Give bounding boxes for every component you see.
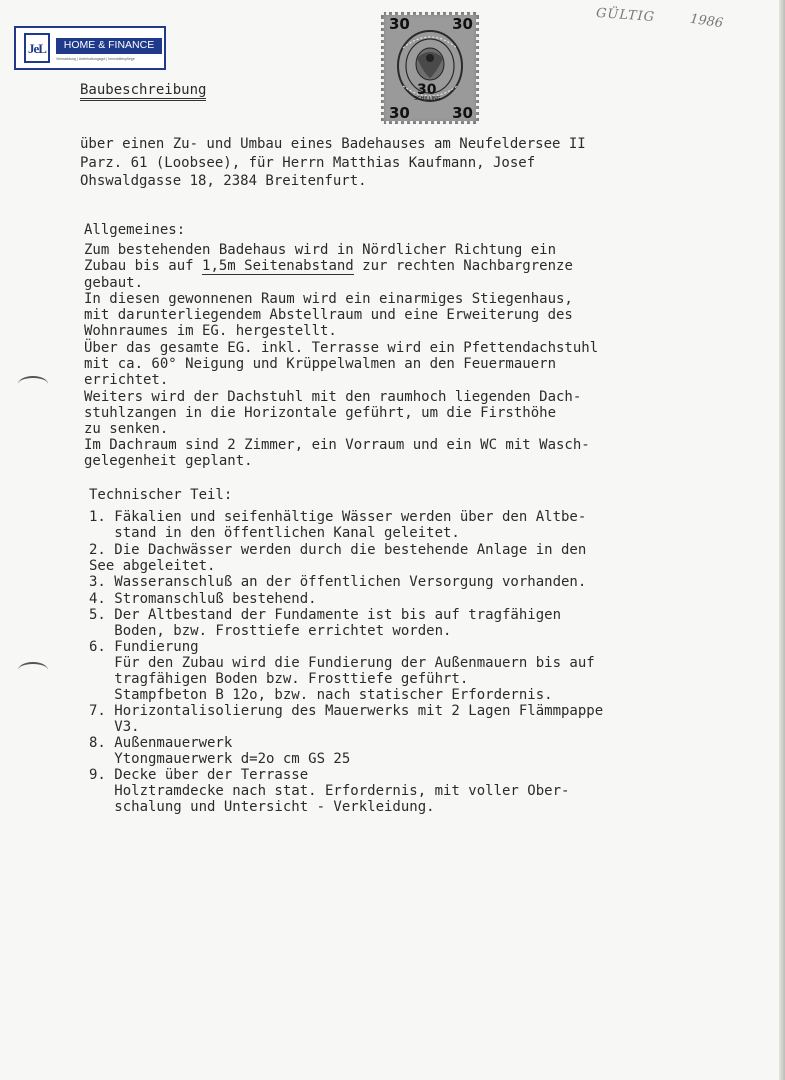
general-line: zu senken.: [84, 421, 169, 437]
handwritten-validity-note: GÜLTIG: [595, 5, 656, 26]
technical-line: 2. Die Dachwässer werden durch die bestehende Anlage in den: [89, 542, 587, 558]
technical-line: Holztramdecke nach stat. Erfordernis, mit voller Ober-: [89, 783, 570, 799]
intro-line: Ohswaldgasse 18, 2384 Breitenfurt.: [80, 173, 367, 189]
general-line: Wohnraumes im EG. hergestellt.: [84, 323, 337, 339]
technical-line: 9. Decke über der Terrasse: [89, 767, 309, 783]
general-line: In diesen gewonnenen Raum wird ein einarmiges Stiegenhaus,: [84, 291, 573, 307]
general-line: stuhlzangen in die Horizontale geführt, um die Firsthöhe: [84, 405, 557, 421]
technical-line: 6. Fundierung: [89, 639, 199, 655]
logo-subtitle: Vermarktung | Unterhaltungsgut | Immobilienpflege: [56, 57, 135, 61]
general-line: mit darunterliegendem Abstellraum und eine Erweiterung des: [84, 307, 573, 323]
technical-line: 3. Wasseranschluß an der öffentlichen Versorgung vorhanden.: [89, 574, 587, 590]
technical-line: stand in den öffentlichen Kanal geleitet.: [89, 525, 460, 541]
technical-line: 1. Fäkalien und seifenhältige Wässer werden über den Altbe-: [89, 509, 587, 525]
intro-line: über einen Zu- und Umbau eines Badehauses am Neufeldersee II: [80, 136, 586, 152]
technical-line: tragfähigen Boden bzw. Frosttiefe geführt.: [89, 671, 469, 687]
technical-line: Boden, bzw. Frosttiefe errichtet worden.: [89, 623, 452, 639]
technical-line: 4. Stromanschluß bestehend.: [89, 591, 317, 607]
general-line: gelegenheit geplant.: [84, 453, 253, 469]
general-line: mit ca. 60° Neigung und Krüppelwalmen an den Feuermauern: [84, 356, 557, 372]
technical-line: V3.: [89, 719, 140, 735]
handwritten-year-note: 1986: [689, 11, 724, 32]
general-line: gebaut.: [84, 275, 144, 291]
general-line-prefix: Zubau bis auf: [84, 258, 203, 274]
general-line: Weiters wird der Dachstuhl mit den raumhoch liegenden Dach-: [84, 389, 582, 405]
technical-line: Stampfbeton B 12o, bzw. nach statischer Erfordernis.: [89, 687, 553, 703]
logo-mark-text: JeL: [28, 41, 46, 56]
section-title-general: Allgemeines:: [84, 222, 186, 238]
technical-line: 7. Horizontalisolierung des Mauerwerks mit 2 Lagen Flämmpappe: [89, 703, 604, 719]
general-line: errichtet.: [84, 372, 169, 388]
technical-line: Für den Zubau wird die Fundierung der Außenmauern bis auf: [89, 655, 595, 671]
stamp-value: 30: [389, 15, 410, 33]
technical-line: See abgeleitet.: [89, 558, 216, 574]
stamp-unit: SCHILLING: [414, 96, 441, 102]
stamp-value: 30: [452, 104, 473, 122]
technical-line: 8. Außenmauerwerk: [89, 735, 233, 751]
punch-hole-mark: [18, 662, 48, 678]
stamp-value: 30: [452, 15, 473, 33]
general-line: Über das gesamte EG. inkl. Terrasse wird ein Pfettendachstuhl: [84, 340, 599, 356]
technical-line: Ytongmauerwerk d=2o cm GS 25: [89, 751, 351, 767]
page-edge-shadow: [779, 0, 785, 1080]
logo-title: HOME & FINANCE: [63, 39, 155, 51]
general-line: Zum bestehenden Badehaus wird in Nördlicher Richtung ein: [84, 242, 557, 258]
general-line: Im Dachraum sind 2 Zimmer, ein Vorraum und ein WC mit Wasch-: [84, 437, 590, 453]
revenue-stamp: [381, 12, 479, 124]
general-line-marked: [84, 259, 573, 275]
company-logo: [14, 26, 166, 70]
logo-title-bar: [56, 38, 162, 54]
stamp-value-center: 30: [417, 82, 437, 98]
technical-line: 5. Der Altbestand der Fundamente ist bis auf tragfähigen: [89, 607, 562, 623]
side-distance-marked: 1,5m Seitenabstand: [202, 258, 354, 274]
section-title-technical: Technischer Teil:: [89, 487, 233, 503]
logo-mark-icon: [24, 33, 50, 63]
stamp-value: 30: [389, 104, 410, 122]
technical-line: schalung und Untersicht - Verkleidung.: [89, 799, 435, 815]
general-line-suffix: zur rechten Nachbargrenze: [353, 258, 573, 274]
document-heading: Baubeschreibung: [80, 82, 206, 101]
intro-line: Parz. 61 (Loobsee), für Herrn Matthias Kaufmann, Josef: [80, 155, 536, 171]
punch-hole-mark: [18, 376, 48, 392]
